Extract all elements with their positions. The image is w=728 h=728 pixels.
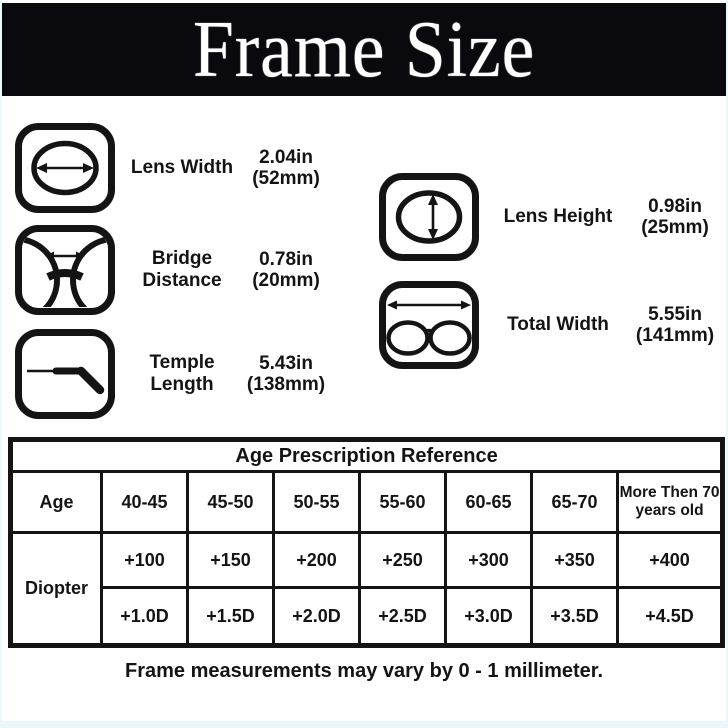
measurement-value [240,353,332,396]
value-millimeters: (138mm) [246,374,326,395]
measurement-temple-length [14,328,332,420]
diopter-cell: +350 [532,533,618,588]
lens-height-icon [378,172,480,262]
value-millimeters: (25mm) [641,217,709,238]
measurement-total-width [378,280,724,370]
diopter-cell: +2.5D [360,588,446,646]
age-range-cell: 65-70 [532,472,618,533]
age-range-cell: 40-45 [102,472,188,533]
value-inches: 2.04in [259,146,313,168]
measurement-lens-width [14,122,332,214]
age-prescription-table [8,437,725,648]
measurement-value [240,249,332,292]
value-millimeters: (20mm) [252,270,320,291]
total-width-icon [378,280,480,370]
diopter-cell: +300 [446,533,532,588]
value-inches: 5.55in [648,303,702,325]
lens-width-icon [14,122,116,214]
table-title: Age Prescription Reference [11,440,723,472]
measurement-lens-height [378,172,724,262]
diopter-row-label: Diopter [11,533,102,646]
measurement-value [240,147,332,190]
age-range-cell: 45-50 [188,472,274,533]
bridge-distance-icon [14,224,116,316]
header-banner [2,3,726,96]
diopter-cell: +4.5D [618,588,723,646]
value-inches: 5.43in [259,352,313,374]
value-millimeters: (52mm) [252,168,320,189]
diopter-cell: +2.0D [274,588,360,646]
measurement-value [626,304,724,347]
diopter-cell: +3.5D [532,588,618,646]
measurement-value [626,196,724,239]
measurement-label: Bridge Distance [142,248,222,291]
measurement-bridge-distance [14,224,332,316]
age-range-cell: 50-55 [274,472,360,533]
value-inches: 0.78in [259,248,313,270]
measurement-label: Lens Width [130,157,234,179]
bottom-edge-tint [0,721,728,728]
diopter-cell: +100 [102,533,188,588]
diopter-cell: +3.0D [446,588,532,646]
measurement-label: Temple Length [149,352,215,395]
diopter-cell: +400 [618,533,723,588]
diopter-cell: +200 [274,533,360,588]
age-range-cell: 55-60 [360,472,446,533]
measurement-label: Lens Height [503,206,613,228]
diopter-cell: +1.5D [188,588,274,646]
temple-length-icon [14,328,116,420]
diopter-cell: +1.0D [102,588,188,646]
diopter-cell: +250 [360,533,446,588]
measurement-label: Total Width [507,314,609,336]
age-range-cell: More Then 70 years old [618,472,723,533]
value-millimeters: (141mm) [635,325,715,346]
age-range-cell: 60-65 [446,472,532,533]
footer-note: Frame measurements may vary by 0 - 1 millimeter. [124,660,604,682]
diopter-cell: +150 [188,533,274,588]
age-row-label: Age [11,472,102,533]
page-title: Frame Size [192,5,536,94]
value-inches: 0.98in [648,195,702,217]
